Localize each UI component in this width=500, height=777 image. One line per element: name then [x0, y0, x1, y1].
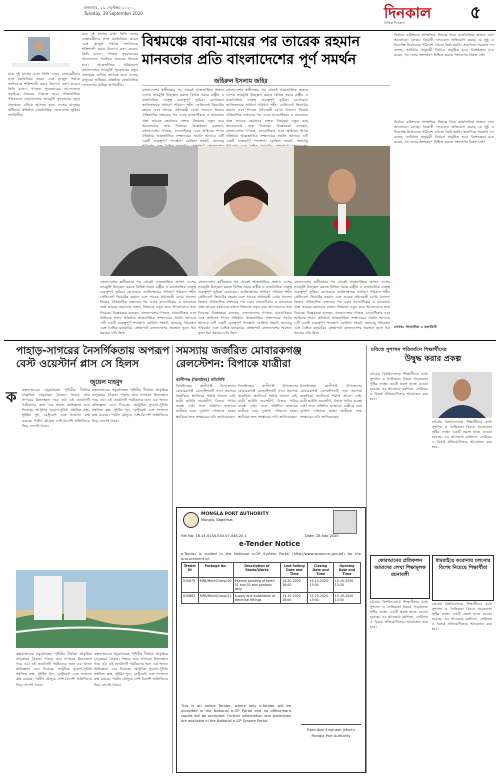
- drop-cap: ক: [6, 388, 17, 406]
- feature-right-body-2: চট্টগ্রাম বিশ্ববিদ্যালয়ে শিক্ষার্থীদের মধ্যে সুশাসন ও নৈতিকতা বিষয়ে সচেতনতা সৃষ্টির লক্ষ্যে একটি প্রকল্প হাতে নেওয়া হয়েছে। এর আওতায় কর্মশালা, সেমিনার ও বিতর্ক প্রতিযোগিতার আয়োজন করা হবে।: [432, 420, 492, 450]
- lead-body-col-1: বাংলাদেশের স্বাধীনতার পর থেকেই আন্তর্জাতিক অঙ্গনে দেশের ভাবমূর্তি উজ্জ্বল করতে বিভিন্ন সময়ে রাষ্ট্রীয় ও রাজনৈতিক নেতৃত্ব গুরুত্বপূর্ণ ভূমিকা রেখেছেন। জাতিসংঘের সাধারণ পরিষদে শহীদ প্রেসিডেন্ট জিয়াউর রহমান এবং সাবেক প্রধানমন্ত্রী বেগম খালেদা জিয়ার ঐতিহাসিক বক্তব্যের পর এবার মানবাধিকার ও মানবতার প্রশ্নে তারেক রহমানের বক্তব্য বিশ্বমঞ্চে নতুন করে আলোচনার জন্ম দিয়েছে। বিশ্লেষকরা বলছেন, বাংলাদেশের গণতন্ত্র, মানবাধিকার এবং আইনের শাসন প্রতিষ্ঠায় আন্তর্জাতিক সম্প্রদায়ের সমর্থন আদায়ে এটি একটি গুরুত্বপূর্ণ পদক্ষেপ। রোহিঙ্গা সংকট, জলবায়ু: [142, 88, 224, 143]
- feature-left-body-4: কক্সবাজারের সমুদ্রসৈকত পৃথিবীর দীর্ঘতম প্রাকৃতিক বালুকাময় সৈকত। পাহাড় আর সাগরের মিলনস্থলে গড়ে ওঠা এই হোটেলটি পর্যটকদের জন্য এক অনন্য অভিজ্ঞতা এনে দিয়েছে। আধুনিক সুযোগ-সুবিধা সম্বলিত কক্ষ, সুইমিং পুল, রেস্টুরেন্ট এবং সম্মেলন কক্ষ রয়েছে। পর্যটন মৌসুমে দেশি-বিদেশি অতিথিদের ভিড় লেগেই থাকে।: [94, 652, 168, 687]
- feature-left-body-3: কক্সবাজারের সমুদ্রসৈকত পৃথিবীর দীর্ঘতম প্রাকৃতিক বালুকাময় সৈকত। পাহাড় আর সাগরের মিলনস্থলে গড়ে ওঠা এই হোটেলটি পর্যটকদের জন্য এক অনন্য অভিজ্ঞতা এনে দিয়েছে। আধুনিক সুযোগ-সুবিধা সম্বলিত কক্ষ, সুইমিং পুল, রেস্টুরেন্ট এবং সম্মেলন কক্ষ রয়েছে। পর্যটন মৌসুমে দেশি-বিদেশি অতিথিদের ভিড় লেগেই থাকে।: [16, 652, 92, 687]
- lead-byline: জহিরুল ইসলাম জহির: [214, 78, 268, 85]
- tender-cell: MPA/Mech/Comp/20: [198, 578, 233, 593]
- tender-cell: MPA/Mech/Comp/21: [198, 593, 233, 604]
- tender-cell: 510875: [182, 578, 199, 593]
- box-mid-headline: কোরআনের প্রতিফলন আমাদের লেখা শিক্ষামূলক রচনাবলী: [374, 558, 426, 578]
- lead-photo-right: [294, 146, 390, 276]
- lead-photo-left: [100, 146, 198, 276]
- feature-mid-headline-1: সমস্যায় জর্জরিত মোবারকগঞ্জ: [176, 345, 302, 357]
- mpa-logo-icon: [333, 510, 357, 534]
- divider-1: [172, 345, 173, 773]
- masthead: [0, 0, 500, 30]
- tender-table-grid: [181, 562, 361, 604]
- feature-mid-headline-2: রেলস্টেশন: বিপাকে যাত্রীরা: [176, 358, 291, 370]
- tender-memo: File No: 18.14.0134.034.07.048.20.1: [181, 534, 247, 538]
- lead-headline: [142, 33, 392, 69]
- right-column-footer: লেখক: সাংবাদিক ও কলামিস্ট: [394, 325, 437, 329]
- masthead-rule: [4, 30, 496, 31]
- feature-right-headline-2: উদ্বুদ্ধ করার প্রকল্প: [404, 354, 462, 363]
- feature-left-headline-2: বেস্ট ওয়েস্টার্ন প্লাস সে হিলস: [16, 358, 139, 370]
- tender-cell: 510883: [182, 593, 199, 604]
- tender-table: [181, 562, 361, 604]
- beach-hotel-image: [16, 570, 168, 648]
- feature-right-photo: [432, 372, 492, 418]
- left-column-body-cont: মাত্র দুই মাসের মধ্যে তিনি দলের নেতাকর্মীদের সঙ্গে মতবিনিময় করেন এবং তৃণমূল পর্যায়ে সংগঠনকে শক্তিশালী করার উদ্যোগ গ্রহণ করেন। তিনি বলেন, গণতন্ত্র পুনরুদ্ধারের আন্দোলনে সবাইকে ঐক্যবদ্ধ থাকতে হবে। আন্তর্জাতিক পরিমণ্ডলে বাংলাদেশের ভাবমূর্তি পুনরুদ্ধারে নতুন প্রজন্মকে এগিয়ে আসতে হবে। দেশের মানুষের অধিকার প্রতিষ্ঠায় রাজনৈতিক দলগুলোর ভূমিকা অপরিসীম।: [82, 32, 138, 87]
- tender-col-closing: Closing Date and Time: [308, 563, 333, 578]
- logo: [384, 2, 484, 22]
- lead-body-col-4: বাংলাদেশের স্বাধীনতার পর থেকেই আন্তর্জাতিক অঙ্গনে দেশের ভাবমূর্তি উজ্জ্বল করতে বিভিন্ন সময়ে রাষ্ট্রীয় ও রাজনৈতিক নেতৃত্ব গুরুত্বপূর্ণ ভূমিকা রেখেছেন। জাতিসংঘের সাধারণ পরিষদে শহীদ প্রেসিডেন্ট জিয়াউর রহমান এবং সাবেক প্রধানমন্ত্রী বেগম খালেদা জিয়ার ঐতিহাসিক বক্তব্যের পর এবার মানবাধিকার ও মানবতার প্রশ্নে তারেক রহমানের বক্তব্য বিশ্বমঞ্চে নতুন করে আলোচনার জন্ম দিয়েছে। বিশ্লেষকরা বলছেন, বাংলাদেশের গণতন্ত্র, মানবাধিকার এবং আইনের শাসন প্রতিষ্ঠায় আন্তর্জাতিক সম্প্রদায়ের সমর্থন আদায়ে এটি একটি গুরুত্বপূর্ণ পদক্ষেপ। রোহিঙ্গা সংকট, জলবায়ু পরিবর্তন এবং বৈশ্বিক মহামারির প্রেক্ষাপটে বাংলাদেশের অবস্থান তুলে ধরা সময়ের দাবি ছিল।: [198, 280, 292, 335]
- lead-body-col-3: বাংলাদেশের স্বাধীনতার পর থেকেই আন্তর্জাতিক অঙ্গনে দেশের ভাবমূর্তি উজ্জ্বল করতে বিভিন্ন সময়ে রাষ্ট্রীয় ও রাজনৈতিক নেতৃত্ব গুরুত্বপূর্ণ ভূমিকা রেখেছেন। জাতিসংঘের সাধারণ পরিষদে শহীদ প্রেসিডেন্ট জিয়াউর রহমান এবং সাবেক প্রধানমন্ত্রী বেগম খালেদা জিয়ার ঐতিহাসিক বক্তব্যের পর এবার মানবাধিকার ও মানবতার প্রশ্নে তারেক রহমানের বক্তব্য বিশ্বমঞ্চে নতুন করে আলোচনার জন্ম দিয়েছে। বিশ্লেষকরা বলছেন, বাংলাদেশের গণতন্ত্র, মানবাধিকার এবং আইনের শাসন প্রতিষ্ঠায় আন্তর্জাতিক সম্প্রদায়ের সমর্থন আদায়ে এটি একটি গুরুত্বপূর্ণ পদক্ষেপ। রোহিঙ্গা সংকট, জলবায়ু পরিবর্তন এবং বৈশ্বিক মহামারির প্রেক্ষাপটে বাংলাদেশের অবস্থান তুলে ধরা সময়ের দাবি ছিল।: [100, 280, 196, 335]
- lead-body-col-2: বাংলাদেশের স্বাধীনতার পর থেকেই আন্তর্জাতিক অঙ্গনে দেশের ভাবমূর্তি উজ্জ্বল করতে বিভিন্ন সময়ে রাষ্ট্রীয় ও রাজনৈতিক নেতৃত্ব গুরুত্বপূর্ণ ভূমিকা রেখেছেন। জাতিসংঘের সাধারণ পরিষদে শহীদ প্রেসিডেন্ট জিয়াউর রহমান এবং সাবেক প্রধানমন্ত্রী বেগম খালেদা জিয়ার ঐতিহাসিক বক্তব্যের পর এবার মানবাধিকার ও মানবতার প্রশ্নে তারেক রহমানের বক্তব্য বিশ্বমঞ্চে নতুন করে আলোচনার জন্ম দিয়েছে। বিশ্লেষকরা বলছেন, বাংলাদেশের গণতন্ত্র, মানবাধিকার এবং আইনের শাসন প্রতিষ্ঠায় আন্তর্জাতিক সম্প্রদায়ের সমর্থন আদায়ে এটি একটি গুরুত্বপূর্ণ পদক্ষেপ। রোহিঙ্গা সংকট, জলবায়ু: [226, 88, 308, 143]
- lead-body-col-5: বাংলাদেশের স্বাধীনতার পর থেকেই আন্তর্জাতিক অঙ্গনে দেশের ভাবমূর্তি উজ্জ্বল করতে বিভিন্ন সময়ে রাষ্ট্রীয় ও রাজনৈতিক নেতৃত্ব গুরুত্বপূর্ণ ভূমিকা রেখেছেন। জাতিসংঘের সাধারণ পরিষদে শহীদ প্রেসিডেন্ট জিয়াউর রহমান এবং সাবেক প্রধানমন্ত্রী বেগম খালেদা জিয়ার ঐতিহাসিক বক্তব্যের পর এবার মানবাধিকার ও মানবতার প্রশ্নে তারেক রহমানের বক্তব্য বিশ্বমঞ্চে নতুন করে আলোচনার জন্ম দিয়েছে। বিশ্লেষকরা বলছেন, বাংলাদেশের গণতন্ত্র, মানবাধিকার এবং আইনের শাসন প্রতিষ্ঠায় আন্তর্জাতিক সম্প্রদায়ের সমর্থন আদায়ে এটি একটি গুরুত্বপূর্ণ পদক্ষেপ। রোহিঙ্গা সংকট, জলবায়ু পরিবর্তন এবং বৈশ্বিক মহামারির প্রেক্ষাপটে বাংলাদেশের অবস্থান তুলে ধরা সময়ের দাবি ছিল।: [294, 280, 390, 335]
- left-column-body: মাত্র দুই মাসের মধ্যে তিনি দলের নেতাকর্মীদের সঙ্গে মতবিনিময় করেন এবং তৃণমূল পর্যায়ে সংগঠনকে শক্তিশালী করার উদ্যোগ গ্রহণ করেন। তিনি বলেন, গণতন্ত্র পুনরুদ্ধারের আন্দোলনে সবাইকে ঐক্যবদ্ধ থাকতে হবে। আন্তর্জাতিক পরিমণ্ডলে বাংলাদেশের ভাবমূর্তি পুনরুদ্ধারে নতুন প্রজন্মকে এগিয়ে আসতে হবে। দেশের মানুষের অধিকার প্রতিষ্ঠায় রাজনৈতিক দলগুলোর ভূমিকা অপরিসীম।: [8, 72, 80, 117]
- feature-right-headline-1: চবিতে সুশাসন পরিবর্তনে শিক্ষার্থীদের: [371, 347, 447, 353]
- feature-mid-body-1: ঝিনাইদহের কালীগঞ্জ উপজেলার মোবারকগঞ্জ রেলস্টেশনটি নানা সমস্যায় জর্জরিত। প্ল্যাটফর্মে পর্যাপ্ত আলো নেই, যাত্রী ছাউনি জরাজীর্ণ, বিশুদ্ধ পানির ব্যবস্থা নেই। ফলে প্রতিদিন হাজারো যাত্রীকে চরম দুর্ভোগ পোহাতে হচ্ছে। স্থানীয়রা দ্রুত সংস্কারের দাবি জানিয়েছেন।: [176, 384, 236, 419]
- lead-byline-rule: [142, 85, 390, 86]
- feature-mid-headline: [176, 345, 376, 371]
- feature-left-byline: জুয়েল মাহমুদ: [90, 379, 123, 386]
- lead-photo-center: [198, 146, 294, 276]
- feature-mid-body-3: ঝিনাইদহের কালীগঞ্জ উপজেলার মোবারকগঞ্জ রেলস্টেশনটি নানা সমস্যায় জর্জরিত। প্ল্যাটফর্মে পর্যাপ্ত আলো নেই, যাত্রী ছাউনি জরাজীর্ণ, বিশুদ্ধ পানির ব্যবস্থা নেই। ফলে প্রতিদিন হাজারো যাত্রীকে চরম দুর্ভোগ পোহাতে হচ্ছে। স্থানীয়রা দ্রুত সংস্কারের দাবি জানিয়েছেন।: [300, 384, 362, 419]
- ziaur-rahman-photo: [100, 146, 198, 276]
- tender-intro: e-Tender is invited in the National e-GP System Portal (http://www.eprocure.gov.bd) for the procurement of:: [181, 552, 361, 562]
- logo-subtitle: দৈনিক দিনকাল: [384, 21, 405, 25]
- tender-cell: 14-10-2020 16:00: [281, 593, 308, 604]
- tender-footer: This is an online Tender, where only e-Tender will be accepted in the National e-GP Portal and no offline/hard copies will be accepted. Further information and guidelines are available in the National e-GP System Portal.: [181, 704, 291, 724]
- divider-2: [366, 345, 367, 773]
- tender-org: MONGLA PORT AUTHORITY: [201, 512, 269, 517]
- feature-mid-body-2: ঝিনাইদহের কালীগঞ্জ উপজেলার মোবারকগঞ্জ রেলস্টেশনটি নানা সমস্যায় জর্জরিত। প্ল্যাটফর্মে পর্যাপ্ত আলো নেই, যাত্রী ছাউনি জরাজীর্ণ, বিশুদ্ধ পানির ব্যবস্থা নেই। ফলে প্রতিদিন হাজারো যাত্রীকে চরম দুর্ভোগ পোহাতে হচ্ছে। স্থানীয়রা দ্রুত সংস্কারের দাবি জানিয়েছেন।: [238, 384, 298, 419]
- tender-cell: 15-10-2020 13:00: [308, 578, 333, 593]
- tender-cell: 15-10-2020 13:00: [308, 593, 333, 604]
- gov-seal-icon: [183, 512, 199, 528]
- author-caption: [12, 63, 70, 67]
- professor-photo: [432, 372, 492, 418]
- logo-text: দিনকাল: [384, 4, 432, 22]
- box-right: [432, 555, 494, 601]
- table-row: [182, 578, 361, 593]
- tender-date: Date: 28 Sep 2020: [305, 534, 339, 538]
- feature-right-headline-box: [370, 345, 496, 371]
- khaleda-zia-photo: [198, 146, 294, 276]
- feature-right-body-1: চট্টগ্রাম বিশ্ববিদ্যালয়ে শিক্ষার্থীদের মধ্যে সুশাসন ও নৈতিকতা বিষয়ে সচেতনতা সৃষ্টির লক্ষ্যে একটি প্রকল্প হাতে নেওয়া হয়েছে। এর আওতায় কর্মশালা, সেমিনার ও বিতর্ক প্রতিযোগিতার আয়োজন করা হবে।: [370, 372, 428, 402]
- tender-notice: [176, 507, 366, 773]
- lead-headline-line-2: মানবতার প্রতি বাংলাদেশের পূর্ণ সমর্থন: [142, 52, 357, 68]
- table-row: [182, 593, 361, 604]
- tender-col-description: Description of Goods/Works: [233, 563, 281, 578]
- feature-left-headline-1: পাহাড়-সাগরের নৈসর্গিকতায় অপরূপ: [16, 345, 170, 357]
- section-rule: [4, 340, 496, 341]
- tender-title: e-Tender Notice: [239, 540, 301, 548]
- tender-col-opening: Opening Date and Time: [333, 563, 360, 578]
- page-number: ৫: [470, 3, 482, 23]
- right-column-body-2: নির্বাচন কমিশনের সাম্প্রতিক সিদ্ধান্ত নিয়ে রাজনৈতিক অঙ্গনে নানা আলোচনা চলছে। বিরোধী দলগুলো অভিযোগ করছে যে সুষ্ঠু ও নিরপেক্ষ নির্বাচনের পরিবেশ এখনো তৈরি হয়নি। অন্যদিকে সরকারি দল বলছে, সংবিধান অনুযায়ী নির্বাচন অনুষ্ঠিত হবে। বিশেষজ্ঞরা মনে করেন, সব দলের অংশগ্রহণ নিশ্চিত করতে সংলাপের বিকল্প নেই।: [394, 120, 494, 145]
- tender-col-package: Package No.: [198, 563, 233, 578]
- tender-cell: 15-10-2020 13:30: [333, 578, 360, 593]
- tender-cell: 14-10-2020 16:00: [281, 578, 308, 593]
- tender-signature: [301, 714, 361, 725]
- date-bn: মঙ্গলবার, ২৯ সেপ্টেম্বর ২০২০: [84, 5, 133, 10]
- feature-left-body-2: কক্সবাজারের সমুদ্রসৈকত পৃথিবীর দীর্ঘতম প্রাকৃতিক বালুকাময় সৈকত। পাহাড় আর সাগরের মিলনস্থলে গড়ে ওঠা এই হোটেলটি পর্যটকদের জন্য এক অনন্য অভিজ্ঞতা এনে দিয়েছে। আধুনিক সুযোগ-সুবিধা সম্বলিত কক্ষ, সুইমিং পুল, রেস্টুরেন্ট এবং সম্মেলন কক্ষ রয়েছে। পর্যটন মৌসুমে দেশি-বিদেশি অতিথিদের ভিড় লেগেই থাকে।: [92, 388, 168, 423]
- box-mid: [370, 555, 430, 599]
- box-mid-body: চট্টগ্রাম বিশ্ববিদ্যালয়ে শিক্ষার্থীদের মধ্যে সুশাসন ও নৈতিকতা বিষয়ে সচেতনতা সৃষ্টির লক্ষ্যে একটি প্রকল্প হাতে নেওয়া হয়েছে। এর আওতায় কর্মশালা, সেমিনার ও বিতর্ক প্রতিযোগিতার আয়োজন করা হবে।: [370, 600, 428, 630]
- feature-mid-byline: কালীগঞ্জ (ঝিনাইদহ) প্রতিনিধি: [176, 377, 225, 382]
- tender-cell: Internal painting of berth 01 and 02 and pontoon jetty: [233, 578, 281, 593]
- hotel-photo: [16, 570, 168, 648]
- feature-left-body-1: কক্সবাজারের সমুদ্রসৈকত পৃথিবীর দীর্ঘতম প্রাকৃতিক বালুকাময় সৈকত। পাহাড় আর সাগরের মিলনস্থলে গড়ে ওঠা এই হোটেলটি পর্যটকদের জন্য এক অনন্য অভিজ্ঞতা এনে দিয়েছে। আধুনিক সুযোগ-সুবিধা সম্বলিত কক্ষ, সুইমিং পুল, রেস্টুরেন্ট এবং সম্মেলন কক্ষ রয়েছে। পর্যটন মৌসুমে দেশি-বিদেশি অতিথিদের ভিড় লেগেই থাকে।: [22, 388, 90, 428]
- lead-headline-line-1: বিশ্বমঞ্চে বাবা-মায়ের পর তারেক রহমান: [142, 34, 360, 50]
- box-right-body: চট্টগ্রাম বিশ্ববিদ্যালয়ে শিক্ষার্থীদের মধ্যে সুশাসন ও নৈতিকতা বিষয়ে সচেতনতা সৃষ্টির লক্ষ্যে একটি প্রকল্প হাতে নেওয়া হয়েছে। এর আওতায় কর্মশালা, সেমিনার ও বিতর্ক প্রতিযোগিতার আয়োজন করা হবে।: [432, 602, 492, 632]
- tender-cell: Supply and installation of electrical fittings: [233, 593, 281, 604]
- tender-signer: Executive Engineer (Mech): [306, 728, 356, 732]
- tender-org-sub: Mongla, Bagerhat: [201, 518, 233, 522]
- tender-col-last-selling: Last Selling Date and Time: [281, 563, 308, 578]
- person-icon: [28, 37, 50, 61]
- right-column-body: নির্বাচন কমিশনের সাম্প্রতিক সিদ্ধান্ত নিয়ে রাজনৈতিক অঙ্গনে নানা আলোচনা চলছে। বিরোধী দলগুলো অভিযোগ করছে যে সুষ্ঠু ও নিরপেক্ষ নির্বাচনের পরিবেশ এখনো তৈরি হয়নি। অন্যদিকে সরকারি দল বলছে, সংবিধান অনুযায়ী নির্বাচন অনুষ্ঠিত হবে। বিশেষজ্ঞরা মনে করেন, সব দলের অংশগ্রহণ নিশ্চিত করতে সংলাপের বিকল্প নেই।: [394, 33, 494, 58]
- author-photo: [28, 37, 50, 61]
- tarique-rahman-photo: [294, 146, 390, 276]
- box-right-headline: ধামরাইয়ে করোনায় চলনোর বিশেষ নিয়েছে শিক্ষার্থীরা: [435, 558, 491, 571]
- tender-col-id: Tender ID: [182, 563, 199, 578]
- date-en: Tuesday, 29 September 2020: [84, 11, 143, 16]
- tender-signer-org: Mongla Port Authority: [311, 734, 351, 738]
- tender-cell: 15-10-2020 13:30: [333, 593, 360, 604]
